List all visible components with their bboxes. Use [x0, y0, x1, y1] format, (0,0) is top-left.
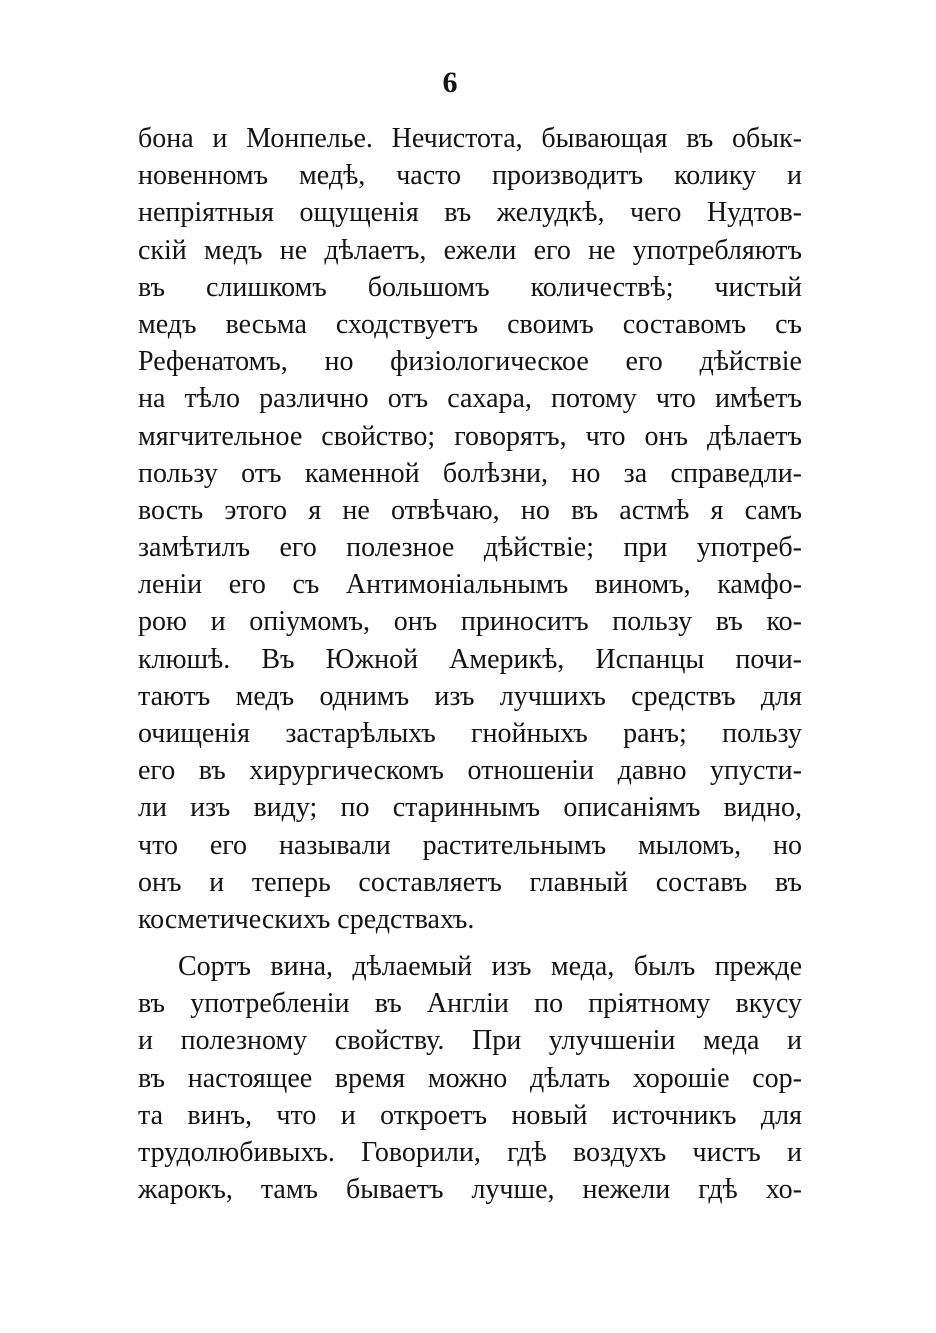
- text-line: и полезному свойству. При улучшеніи меда и: [138, 1025, 802, 1057]
- paragraph-1: [138, 120, 802, 938]
- text-line: непріятныя ощущенія въ желудкѣ, чего Нудтов-: [138, 197, 802, 229]
- text-line: таютъ медъ однимъ изъ лучшихъ средствъ для: [138, 680, 802, 712]
- text-line: въ настоящее время можно дѣлать хорошіе сор-: [138, 1062, 802, 1094]
- text-line: трудолюбивыхъ. Говорили, гдѣ воздухъ чистъ и: [138, 1136, 802, 1168]
- text-line: замѣтилъ его полезное дѣйствіе; при употреб-: [138, 532, 802, 564]
- text-line: очищенія застарѣлыхъ гнойныхъ ранъ; пользу: [138, 718, 802, 749]
- text-line: скій медъ не дѣлаетъ, ежели его не употребляютъ: [138, 234, 802, 266]
- text-line: Сортъ вина, дѣлаемый изъ меда, былъ прежде: [178, 951, 802, 982]
- text-line: та винъ, что и откроетъ новый источникъ для: [138, 1099, 802, 1131]
- text-line: пользу отъ каменной болѣзни, но за справедли-: [138, 457, 802, 489]
- text-line: ли изъ виду; по стариннымъ описаніямъ видно,: [138, 792, 802, 824]
- text-line: бона и Монпелье. Нечистота, бывающая въ обык-: [138, 123, 802, 154]
- text-line: клюшѣ. Въ Южной Америкѣ, Испанцы почи-: [138, 643, 802, 675]
- text-line: Рефенатомъ, но физіологическое его дѣйствіе: [138, 346, 802, 378]
- page-number: 6: [442, 66, 458, 99]
- text-line: онъ и теперь составляетъ главный составъ въ: [138, 866, 802, 898]
- text-line: мягчительное свойство; говорятъ, что онъ дѣлаетъ: [138, 420, 802, 452]
- text-line: его въ хирургическомъ отношеніи давно упусти-: [138, 755, 802, 787]
- text-line: на тѣло различно отъ сахара, потому что имѣетъ: [138, 383, 802, 415]
- text-line: косметическихъ средствахъ.: [138, 903, 475, 935]
- text-line: рою и опіумомъ, онъ приноситъ пользу въ ко-: [138, 606, 802, 638]
- text-line: въ слишкомъ большомъ количествѣ; чистый: [138, 271, 802, 303]
- text-line: въ употребленіи въ Англіи по пріятному вкусу: [138, 988, 802, 1020]
- text-line: вость этого я не отвѣчаю, но въ астмѣ я самъ: [138, 494, 802, 526]
- text-line: жарокъ, тамъ бываетъ лучше, нежели гдѣ хо-: [138, 1174, 802, 1206]
- paragraph-2: [138, 948, 802, 1208]
- text-line: медъ весьма сходствуетъ своимъ составомъ съ: [138, 308, 802, 340]
- text-line: леніи его съ Антимоніальнымъ виномъ, камфо-: [138, 569, 802, 601]
- text-line: что его называли растительнымъ мыломъ, но: [138, 829, 802, 861]
- text-line: новенномъ медѣ, часто производитъ колику и: [138, 160, 802, 192]
